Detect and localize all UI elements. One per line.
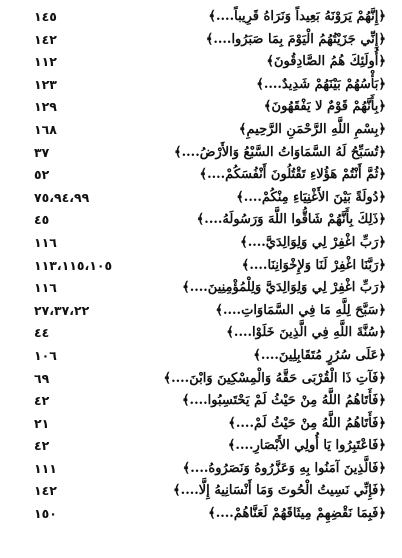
index-entry [34,119,386,142]
page-numbers: ١٤٥ [34,9,57,24]
index-entry [34,435,386,458]
index-entry [34,503,386,526]
page-numbers: ٢٧،٣٧،٢٢ [34,302,90,318]
verse-text: ﴿بِسْمِ اللَّهِ الرَّحْمَنِ الرَّحِيمِ﴾ [238,121,386,137]
verse-text: ﴿رَبَّنَا اغْفِرْ لَنَا وَلإِخْوَانِنَا....﴾ [241,257,386,273]
index-entry [34,187,386,210]
index-entry [34,51,386,74]
verse-text: ﴿رَبِّ اغْفِرْ لِي وَلِوَالِدَيَّ وَلِلْمُؤْمِنِينَ....﴾ [182,280,386,296]
verse-text: ﴿فَأَتَاهُمُ اللَّهُ مِنْ حَيْثُ لَمْ....﴾ [228,415,386,431]
index-entry [34,458,386,481]
page-numbers: ١٠٦ [34,347,57,363]
index-entry [34,368,386,391]
verse-text: ﴿بَأْسُهُمْ بَيْنَهُمْ شَدِيدٌ....﴾ [256,76,386,92]
verse-text: ﴿فَإِنِّي نَسِيتُ الْحُوتَ وَمَا أَنْسَانِيهُ إِلَّا....﴾ [173,483,386,499]
verse-text: ﴿فَبِمَا نَقْضِهِمْ مِيثَاقَهُمْ لَعَنَّاهُمْ....﴾ [208,506,386,522]
verse-text: ﴿عَلَى سُرُرٍ مُتَقَابِلِينَ....﴾ [253,347,386,363]
page-numbers: ١٥٠ [34,506,57,522]
verse-text: ﴿بِأَنَّهُمْ قَوْمٌ لا يَفْقَهُونَ﴾ [263,99,386,115]
page-numbers: ١٤٢ [34,483,57,499]
verse-text: ﴿إِنَّهُمْ يَرَوْنَهُ بَعِيداً وَنَرَاهُ قَرِيباً....﴾ [208,9,386,24]
page-numbers: ٤٤ [34,325,50,341]
index-entry [34,29,386,52]
verse-text: ﴿تُسَبِّحُ لَهُ السَّمَاوَاتُ السَّبْعُ وَالأَرْضُ....﴾ [174,144,386,160]
page-numbers: ٤٥ [34,212,50,228]
page-numbers: ١١٣،١١٥،١٠٥ [34,257,113,273]
verse-text: ﴿رَبِّ اغْفِرْ لِي وَلِوَالِدَيَّ....﴾ [240,234,386,250]
verse-text: ﴿سَبَّحَ لِلَّهِ مَا فِي السَّمَاوَاتِ....﴾ [215,302,386,318]
page-numbers: ٤٢ [34,393,50,409]
index-entry [34,142,386,165]
index-entry [34,6,386,29]
verse-text: ﴿ثُمَّ أَنْتُمْ هَؤُلاءِ تَقْتُلُونَ أَنْفُسَكُمْ....﴾ [199,167,386,183]
index-entry [34,300,386,323]
verse-text: ﴿فَأَتَاهُمُ اللَّهُ مِنْ حَيْثُ لَمْ يَحْتَسِبُوا....﴾ [181,393,386,409]
verse-text: ﴿فَآتِ ذَا الْقُرْبَى حَقَّهُ وَالْمِسْكِينَ وَابْنَ....﴾ [163,370,386,386]
page-numbers: ١٢٣ [34,76,57,92]
page-numbers: ١١١ [34,460,57,476]
verse-text: ﴿سُنَّةَ اللَّهِ فِي الَّذِينَ خَلَوْا....﴾ [226,325,386,341]
verse-text: ﴿دُولَةً بَيْنَ الأَغْنِيَاءِ مِنْكُمْ....﴾ [236,189,386,205]
verse-text: ﴿فَاعْتَبِرُوا يَا أُولِي الأَبْصَارِ....﴾ [227,438,386,454]
index-entry [34,277,386,300]
page-numbers: ١١٦ [34,280,57,296]
index-entry [34,232,386,255]
page-numbers: ١٢٩ [34,99,57,115]
page-numbers: ٦٩ [34,370,50,386]
page-numbers: ١١٢ [34,54,57,70]
verse-text: ﴿ذَلِكَ بِأَنَّهُمْ شَاقُّوا اللَّهَ وَرَسُولَهُ....﴾ [196,212,386,228]
page-numbers: ٢١ [34,415,50,431]
index-entry [34,164,386,187]
index-entry [34,480,386,503]
verse-text: ﴿فَالَّذِينَ آمَنُوا بِهِ وَعَزَّرُوهُ وَنَصَرُوهُ....﴾ [182,460,386,476]
index-entry [34,322,386,345]
page-numbers: ٣٧ [34,144,50,160]
index-entry [34,255,386,278]
page-numbers: ٧٥،٩٤،٩٩ [34,189,90,205]
index-entry [34,390,386,413]
verse-text: ﴿أُولَئِكَ هُمُ الصَّادِقُونَ﴾ [266,54,386,70]
index-entry [34,96,386,119]
index-entry [34,209,386,232]
index-entry [34,413,386,436]
page-numbers: ٥٢ [34,167,50,183]
page-numbers: ٤٢ [34,438,50,454]
verse-text: ﴿إِنِّي جَزَيْتُهُمُ الْيَوْمَ بِمَا صَبَرُوا....﴾ [205,31,386,47]
index-entry [34,345,386,368]
page-numbers: ١٤٢ [34,31,57,47]
verse-index-list [34,6,386,526]
index-entry [34,74,386,97]
page-numbers: ١٦٨ [34,121,57,137]
page-numbers: ١١٦ [34,234,57,250]
